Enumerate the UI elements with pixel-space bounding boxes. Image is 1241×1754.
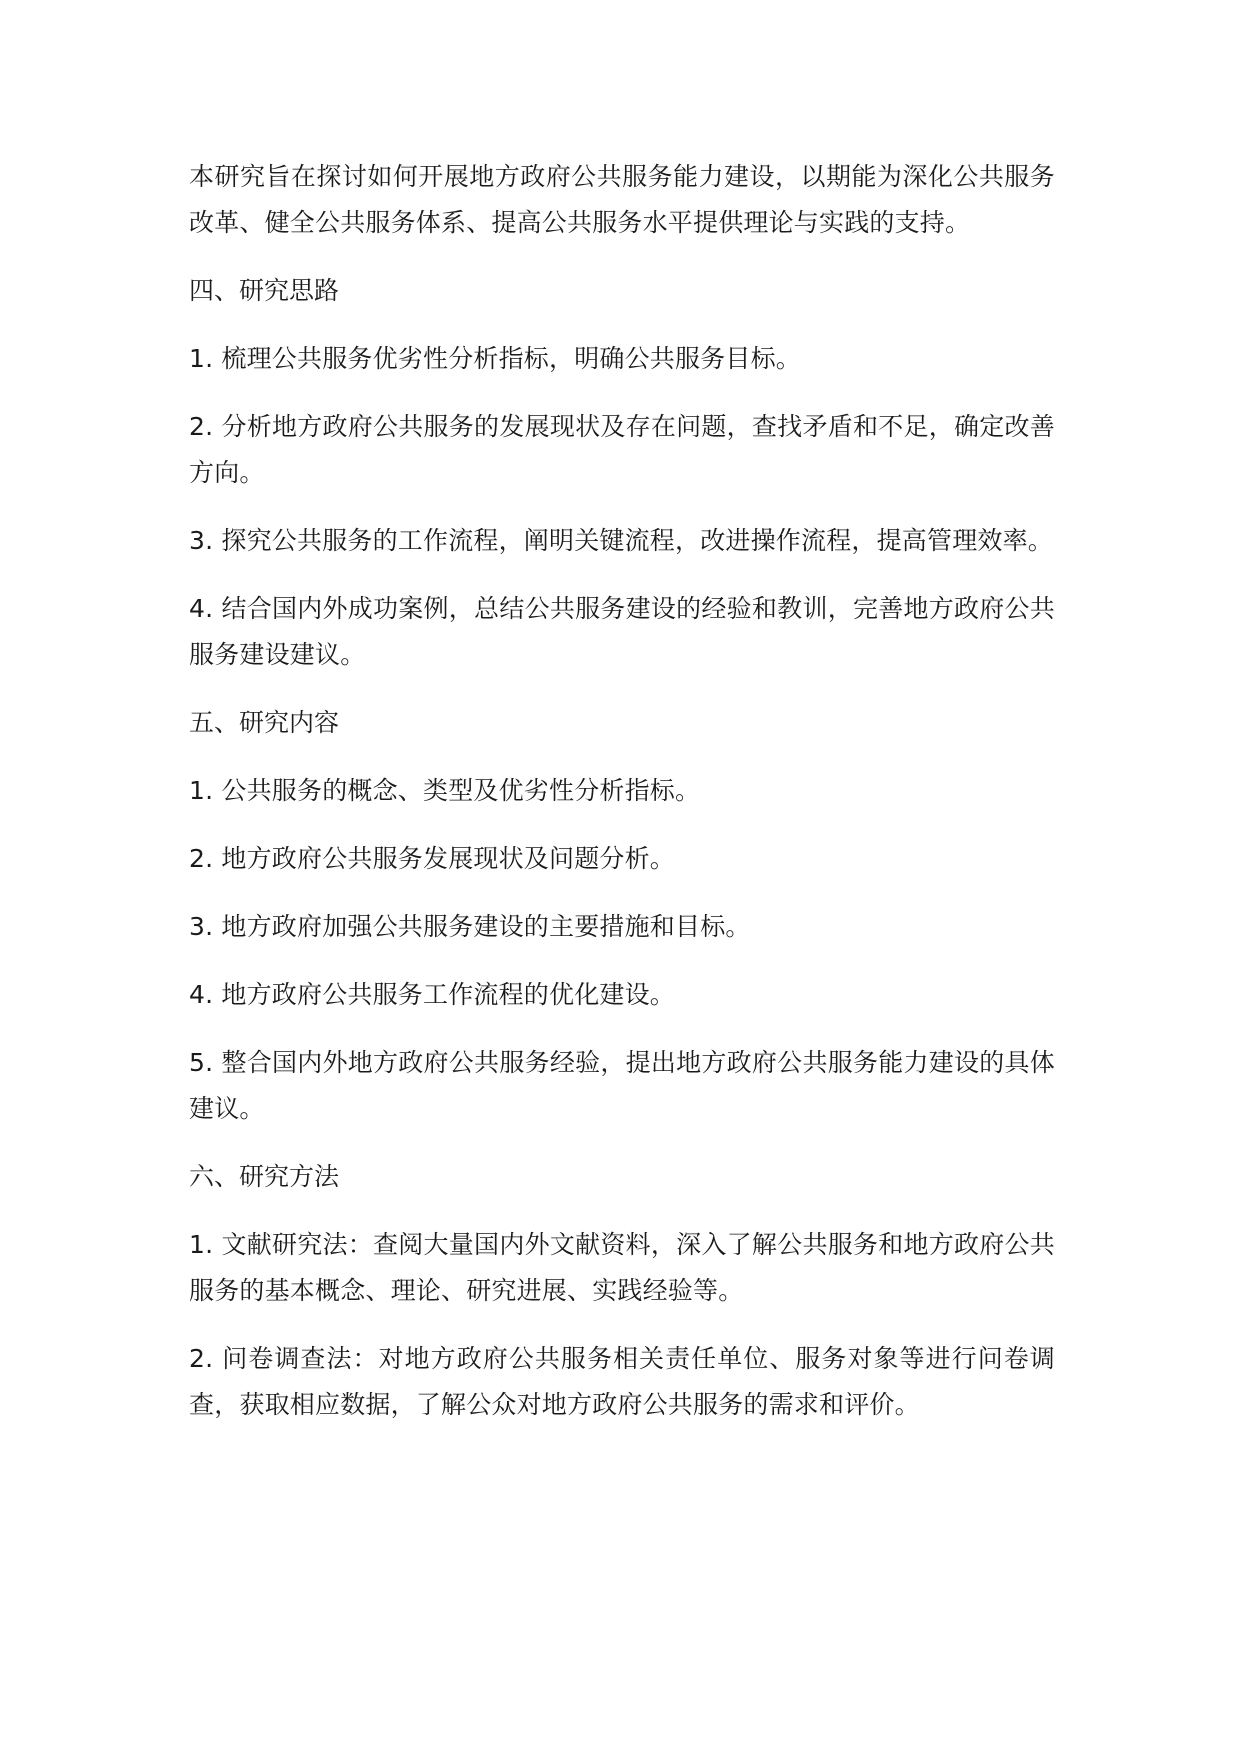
list-item: 2. 地方政府公共服务发展现状及问题分析。 — [189, 844, 676, 873]
intro-paragraph: 本研究旨在探讨如何开展地方政府公共服务能力建设，以期能为深化公共服务改革、健全公共服务体系、提高公共服务水平提供理论与实践的支持。 — [189, 162, 1055, 237]
list-item: 4. 结合国内外成功案例，总结公共服务建设的经验和教训，完善地方政府公共服务建设建议。 — [189, 594, 1055, 669]
section-heading-research-approach: 四、研究思路 — [189, 276, 340, 305]
section-heading-research-content: 五、研究内容 — [189, 708, 340, 737]
list-item: 4. 地方政府公共服务工作流程的优化建设。 — [189, 980, 676, 1009]
list-item: 1. 梳理公共服务优劣性分析指标，明确公共服务目标。 — [189, 344, 802, 373]
list-item: 1. 文献研究法：查阅大量国内外文献资料，深入了解公共服务和地方政府公共服务的基本概念、理论、研究进展、实践经验等。 — [189, 1230, 1055, 1305]
list-item: 3. 探究公共服务的工作流程，阐明关键流程，改进操作流程，提高管理效率。 — [189, 526, 1054, 555]
list-item: 1. 公共服务的概念、类型及优劣性分析指标。 — [189, 776, 701, 805]
list-item: 2. 分析地方政府公共服务的发展现状及存在问题，查找矛盾和不足，确定改善方向。 — [189, 412, 1055, 487]
list-item: 2. 问卷调查法：对地方政府公共服务相关责任单位、服务对象等进行问卷调查，获取相应数据，了解公众对地方政府公共服务的需求和评价。 — [189, 1344, 1055, 1419]
list-item: 3. 地方政府加强公共服务建设的主要措施和目标。 — [189, 912, 751, 941]
list-item: 5. 整合国内外地方政府公共服务经验，提出地方政府公共服务能力建设的具体建议。 — [189, 1048, 1055, 1123]
section-heading-research-methods: 六、研究方法 — [189, 1162, 340, 1191]
document-body — [189, 154, 1055, 1450]
